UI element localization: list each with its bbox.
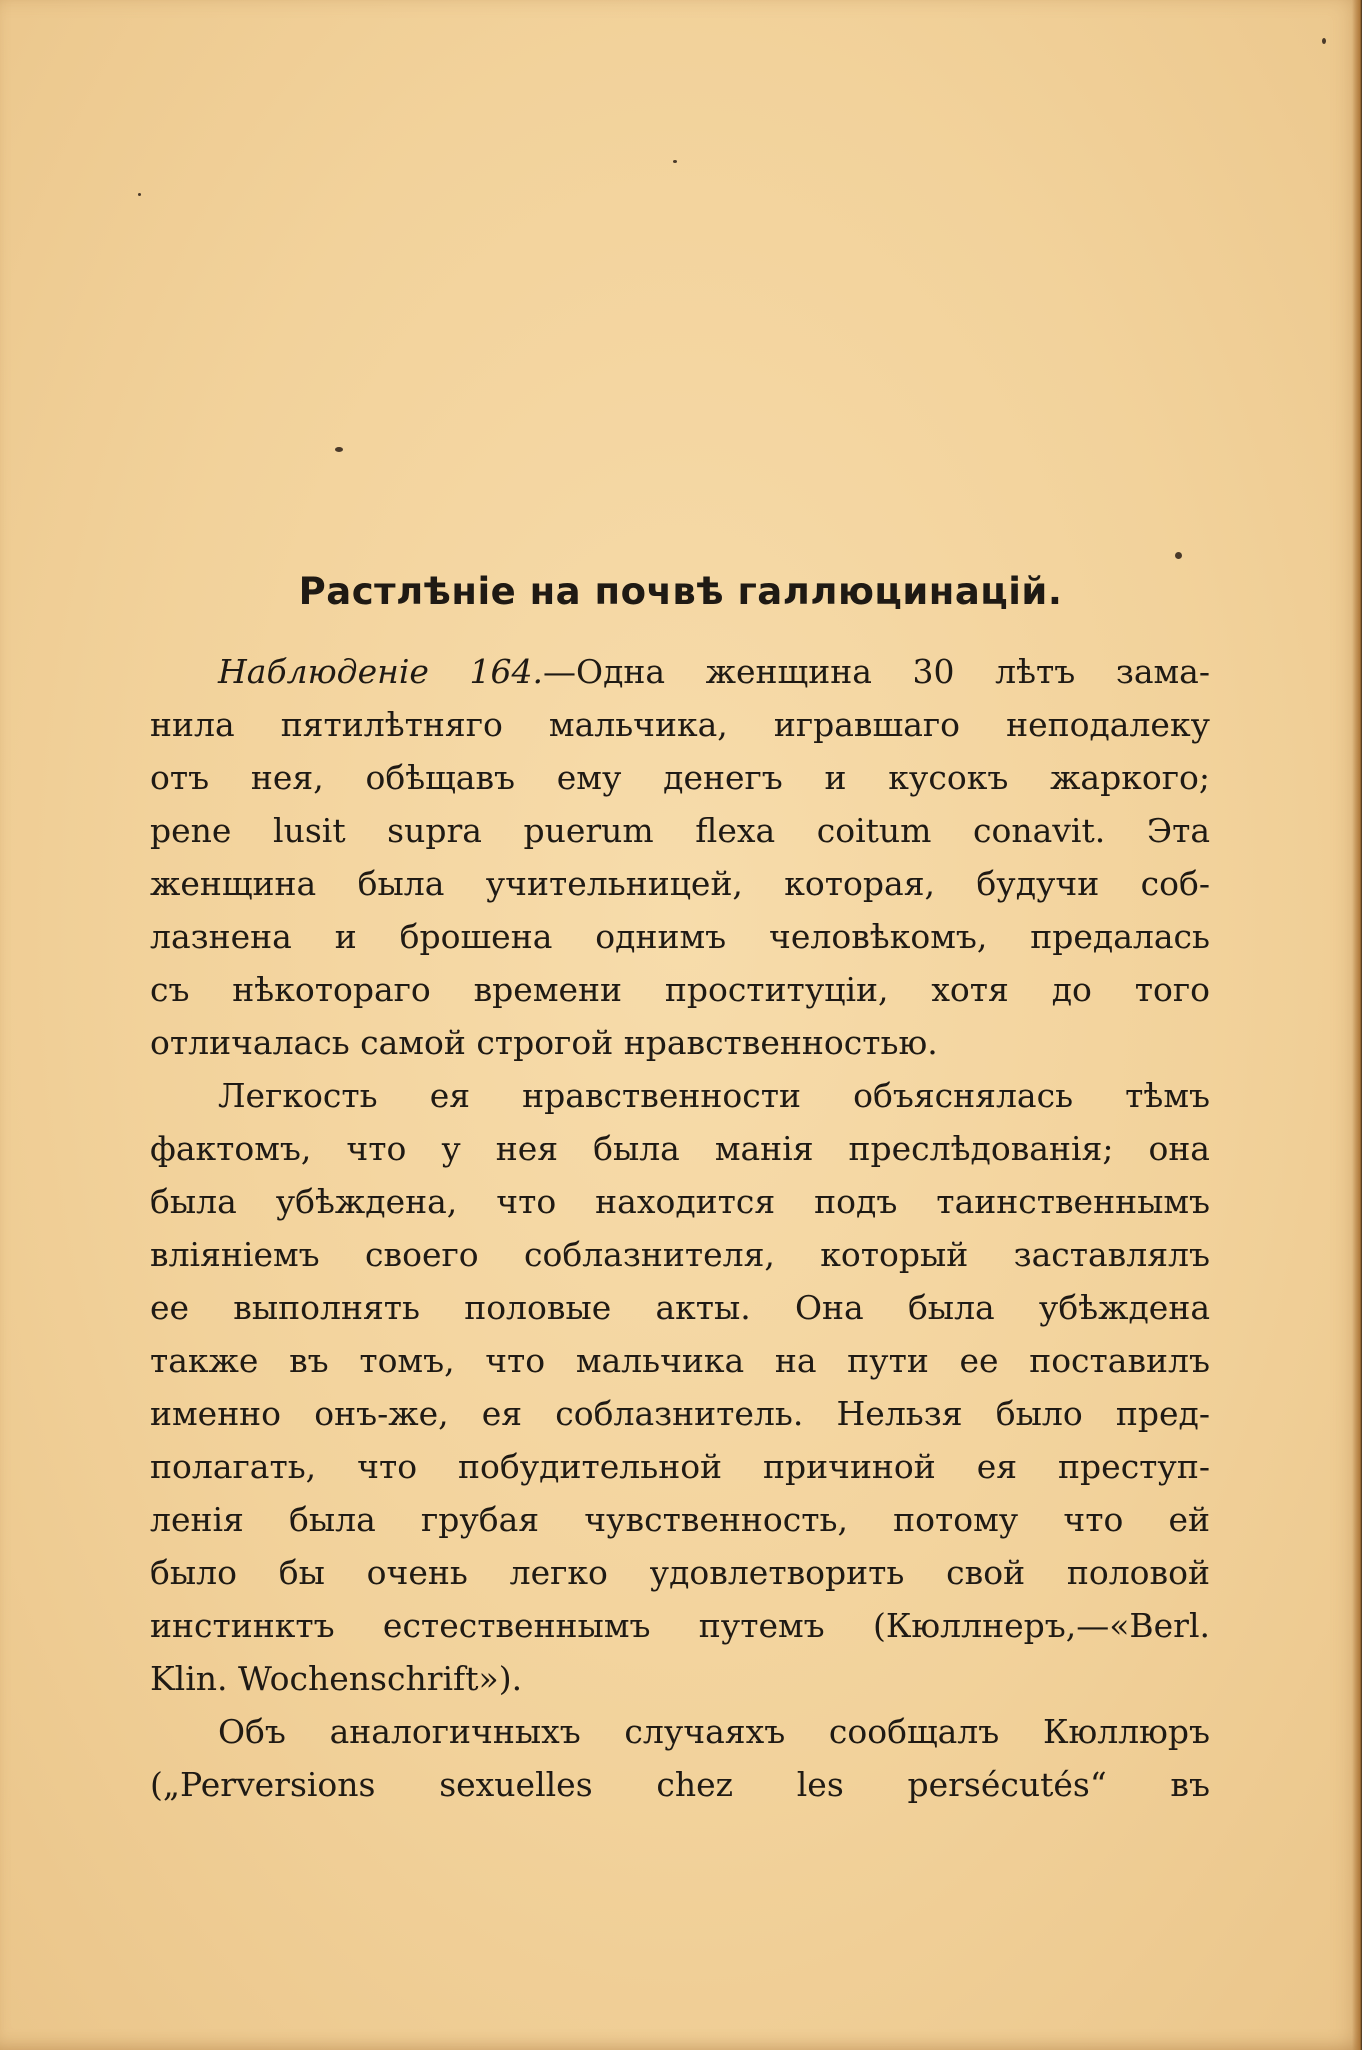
text-line: именно онъ-же, ея соблазнитель. Нельзя было пред- (150, 1394, 1210, 1433)
ink-speck (138, 193, 141, 196)
ink-speck (335, 447, 343, 452)
text-line-content: —Одна женщина 30 лѣтъ зама- (543, 652, 1211, 691)
text-line: лазнена и брошена однимъ человѣкомъ, предалась (150, 917, 1210, 956)
text-line: („Perversions sexuelles chez les persécutés“ въ (150, 1765, 1210, 1804)
ink-speck (673, 160, 677, 163)
ink-speck (1175, 552, 1182, 559)
text-line: было бы очень легко удовлетворить свой половой (150, 1553, 1210, 1592)
text-line: инстинктъ естественнымъ путемъ (Кюллнеръ,—«Berl. (150, 1606, 1210, 1645)
text-line: Klin. Wochenschrift»). (150, 1659, 523, 1698)
text-line: отличалась самой строгой нравственностью. (150, 1023, 938, 1062)
observation-label: Наблюденіе 164. (218, 652, 544, 691)
text-line: Легкость ея нравственности объяснялась тѣмъ (218, 1076, 1210, 1115)
text-line: была убѣждена, что находится подъ таинственнымъ (150, 1182, 1210, 1221)
text-line: ленія была грубая чувственность, потому что ей (150, 1500, 1210, 1539)
section-heading: Растлѣніе на почвѣ галлюцинацій. (298, 570, 1063, 613)
body-text (150, 645, 1210, 1811)
text-line: женщина была учительницей, которая, будучи соб- (150, 864, 1210, 903)
text-line: отъ нея, обѣщавъ ему денегъ и кусокъ жаркого; (150, 758, 1210, 797)
text-line: нила пятилѣтняго мальчика, игравшаго неподалеку (150, 705, 1210, 744)
text-line: также въ томъ, что мальчика на пути ее поставилъ (150, 1341, 1210, 1380)
text-line (150, 645, 1210, 698)
page-edge (1352, 0, 1362, 2050)
ink-speck (1322, 38, 1326, 44)
text-line: съ нѣкотораго времени проституціи, хотя до того (150, 970, 1210, 1009)
text-line: ее выполнять половые акты. Она была убѣждена (150, 1288, 1210, 1327)
text-line: полагать, что побудительной причиной ея преступ- (150, 1447, 1210, 1486)
text-line: вліяніемъ своего соблазнителя, который заставлялъ (150, 1235, 1210, 1274)
text-line: pene lusit supra puerum flexa coitum conavit. Эта (150, 811, 1210, 850)
text-line: Объ аналогичныхъ случаяхъ сообщалъ Кюллюръ (218, 1712, 1210, 1751)
text-line: фактомъ, что у нея была манія преслѣдованія; она (150, 1129, 1210, 1168)
